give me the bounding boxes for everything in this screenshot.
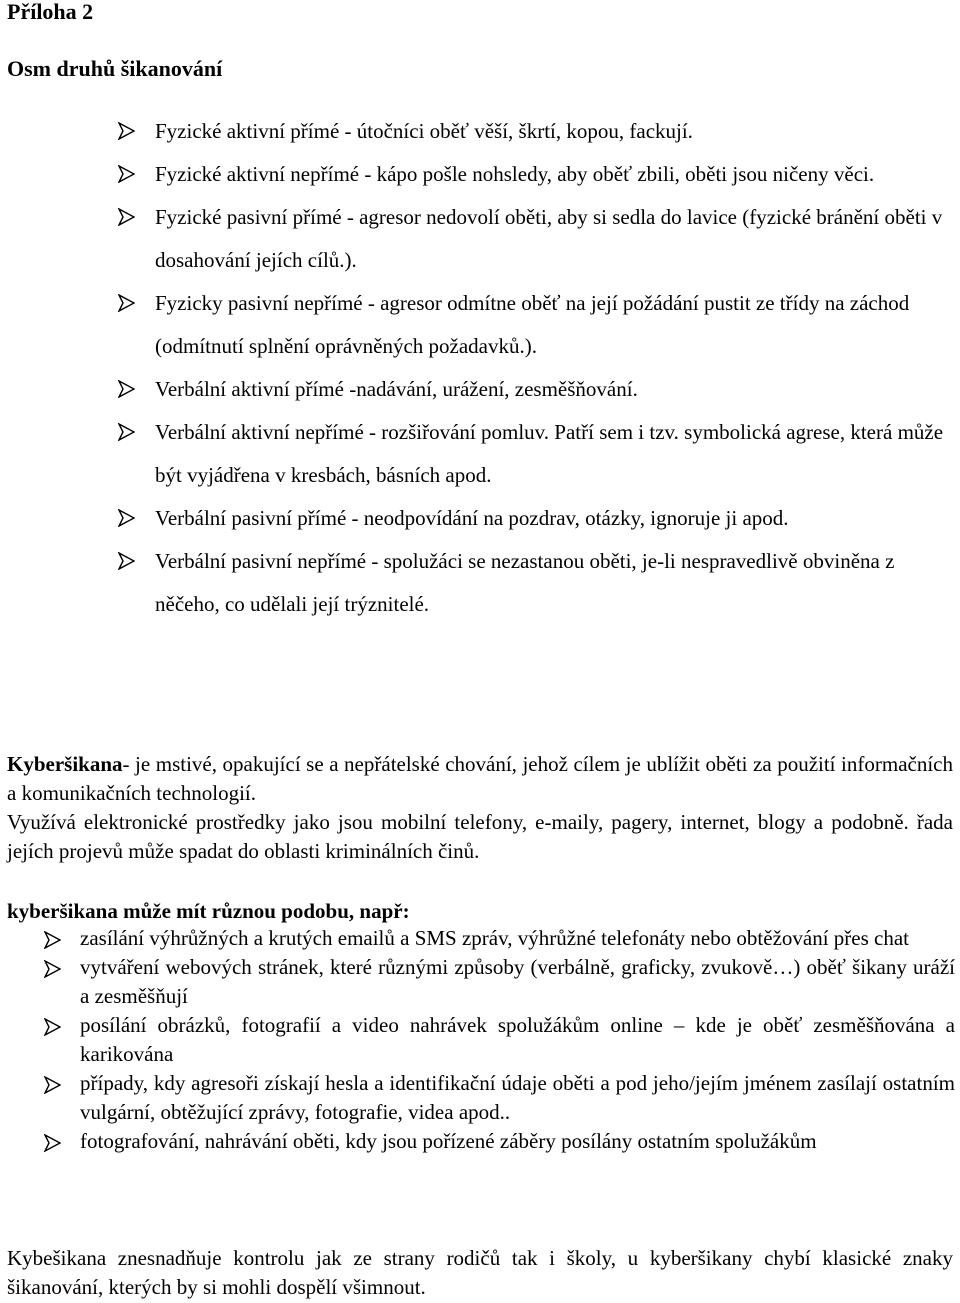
arrowhead-bullet-icon (118, 153, 140, 196)
list-item (0, 411, 960, 497)
arrowhead-bullet-icon (118, 368, 140, 411)
arrowhead-bullet-icon (44, 1127, 66, 1156)
list-item (0, 153, 960, 196)
arrowhead-bullet-icon (44, 953, 66, 982)
arrowhead-bullet-icon (44, 1069, 66, 1098)
cyberbullying-definition (7, 750, 953, 808)
arrowhead-bullet-icon (44, 924, 66, 953)
cyberbullying-forms-list (0, 924, 960, 1156)
list-item (0, 1011, 960, 1069)
arrowhead-bullet-icon (118, 497, 140, 540)
list-item-text: Verbální aktivní nepřímé - rozšiřování pomluv. Patří sem i tzv. symbolická agrese, která může být vyjádřena v kresbách, básních apod. (155, 420, 944, 487)
list-item (0, 953, 960, 1011)
list-item-text: Verbální pasivní nepřímé - spolužáci se nezastanou oběti, je-li nespravedlivě obviněna z něčeho, co udělali její trýznitelé. (155, 549, 895, 616)
arrowhead-bullet-icon (118, 411, 140, 454)
list-item (0, 1069, 960, 1127)
list-item (0, 196, 960, 282)
section-heading: Osm druhů šikanování (7, 56, 223, 81)
appendix-heading: Příloha 2 (7, 0, 94, 24)
list-item (0, 368, 960, 411)
list-item-text: Fyzické aktivní nepřímé - kápo pošle nohsledy, aby oběť zbili, oběti jsou ničeny věci. (155, 162, 875, 186)
list-item (0, 110, 960, 153)
arrowhead-bullet-icon (44, 1011, 66, 1040)
cyberbullying-definition-text: - je mstivé, opakující se a nepřátelské chování, jehož cílem je ublížit oběti za použití informačních a komunikačních technologií. (7, 752, 953, 805)
arrowhead-bullet-icon (118, 540, 140, 583)
list-item-text: Fyzicky pasivní nepřímé - agresor odmítne oběť na její požádání pustit ze třídy na záchod (odmítnutí splnění oprávněných požadavků.). (155, 291, 910, 358)
list-item-text: Fyzické aktivní přímé - útočníci oběť věší, škrtí, kopou, fackují. (155, 119, 693, 143)
list-item-text: Verbální pasivní přímé - neodpovídání na pozdrav, otázky, ignoruje ji apod. (155, 506, 789, 530)
list-item (0, 497, 960, 540)
list-item-text: fotografování, nahrávání oběti, kdy jsou pořízené záběry posílány ostatním spolužákům (80, 1129, 817, 1153)
list-item-text: vytváření webových stránek, které různými způsoby (verbálně, graficky, zvukově…) oběť šikany uráží a zesměšňují (80, 955, 955, 1008)
closing-paragraph: Kybešikana znesnadňuje kontrolu jak ze strany rodičů tak i školy, u kyberšikany chybí klasické znaky šikanování, kterých by si mohli dospělí všimnout. (7, 1246, 953, 1299)
arrowhead-bullet-icon (118, 196, 140, 239)
list-item (0, 1127, 960, 1156)
forms-heading: kyberšikana může mít různou podobu, např: (7, 899, 410, 923)
cyberbullying-term: Kyberšikana (7, 752, 123, 776)
list-item-text: Verbální aktivní přímé -nadávání, urážení, zesměšňování. (155, 377, 638, 401)
list-item-text: posílání obrázků, fotografií a video nahrávek spolužákům online – kde je oběť zesměšňována a karikována (80, 1013, 955, 1066)
list-item-text: zasílání výhrůžných a krutých emailů a SMS zpráv, výhrůžné telefonáty nebo obtěžování přes chat (80, 926, 910, 950)
list-item-text: Fyzické pasivní přímé - agresor nedovolí oběti, aby si sedla do lavice (fyzické bránění oběti v dosahování jejích cílů.). (155, 205, 943, 272)
list-item (0, 540, 960, 626)
cyberbullying-tools-paragraph: Využívá elektronické prostředky jako jsou mobilní telefony, e-maily, pagery, internet, blogy a podobně. řada jejích projevů může spadat do oblasti kriminálních činů. (7, 810, 953, 863)
list-item (0, 924, 960, 953)
bullying-types-list (0, 110, 960, 626)
list-item (0, 282, 960, 368)
arrowhead-bullet-icon (118, 110, 140, 153)
arrowhead-bullet-icon (118, 282, 140, 325)
list-item-text: případy, kdy agresoři získají hesla a identifikační údaje oběti a pod jeho/jejím jménem zasílají ostatním vulgární, obtěžující zprávy, fotografie, videa apod.. (80, 1071, 955, 1124)
